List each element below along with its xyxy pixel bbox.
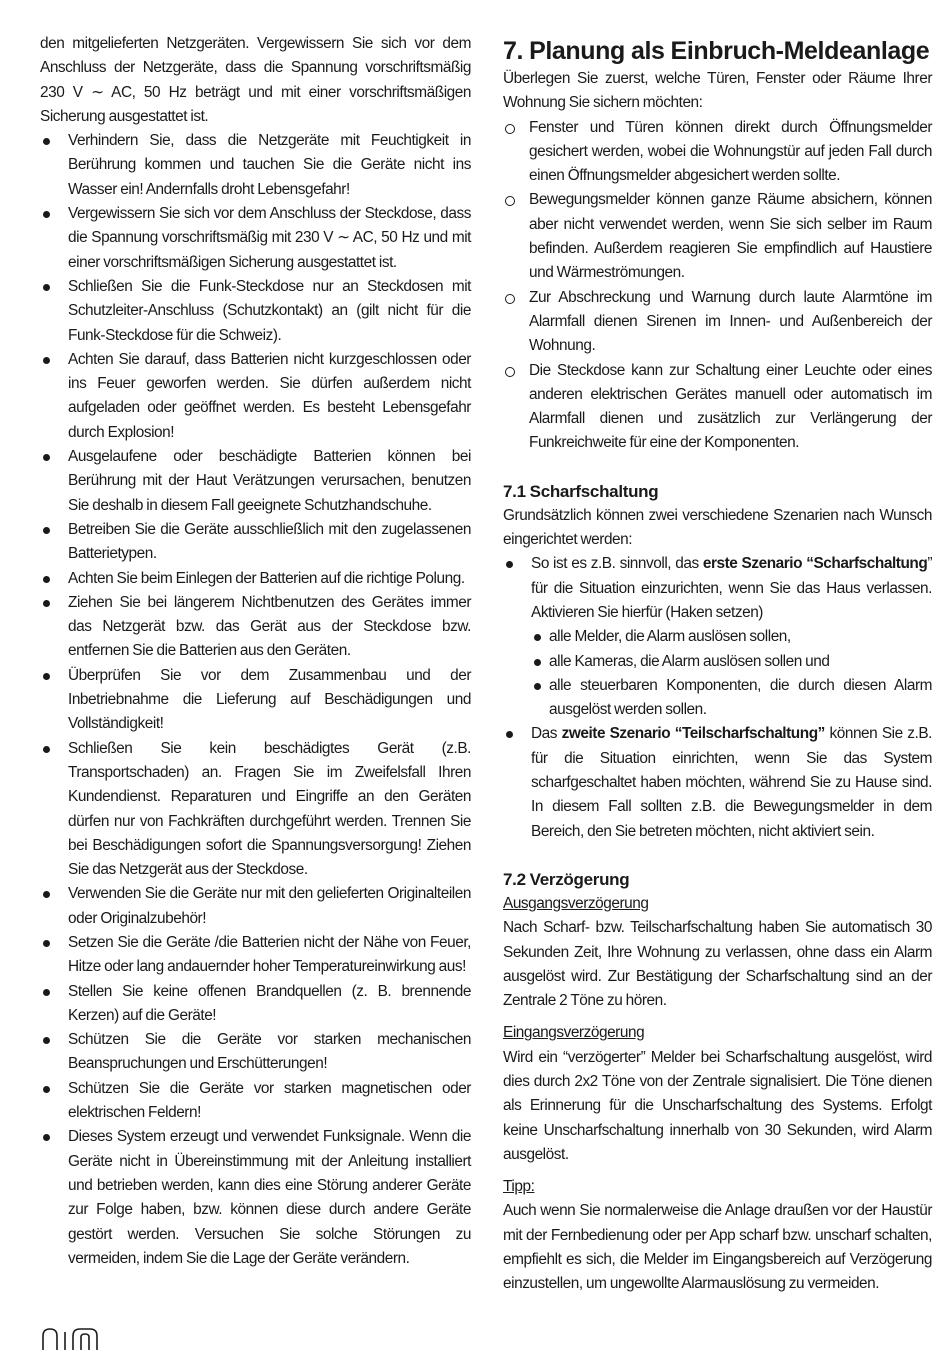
right-column bbox=[503, 32, 932, 1297]
sub-list-item: alle steuerbaren Komponenten, die durch diesen Alarm ausgelöst werden sollen. bbox=[531, 674, 932, 723]
list-item: Bewegungsmelder können ganze Räume absichern, können aber nicht verwendet werden, wenn Sie sich selber im Raum befinden. Außerdem reagieren Sie empfindlich auf Haustiere und Wärmeströmungen. bbox=[503, 188, 932, 285]
list-item: Ausgelaufene oder beschädigte Batterien können bei Berührung mit der Haut Verätzungen verursachen, benutzen Sie deshalb in diesem Fall geeignete Schutzhandschuhe. bbox=[40, 445, 471, 518]
list-item: Verwenden Sie die Geräte nur mit den gelieferten Originalteilen oder Originalzubehör! bbox=[40, 882, 471, 931]
list-item bbox=[503, 552, 932, 722]
list-item: Betreiben Sie die Geräte ausschließlich mit den zugelassenen Batterietypen. bbox=[40, 518, 471, 567]
tip-heading: Tipp: bbox=[503, 1178, 535, 1196]
sub-list bbox=[531, 625, 932, 722]
tip-text: Auch wenn Sie normalerweise die Anlage draußen vor der Haustür mit der Fernbedienung oder per App scharf bzw. unscharf schalten, empfiehlt es sich, die Melder im Eingangsbereich auf Verzögerung einzustellen, um ungewollte Alarmauslösung zu vermeiden. bbox=[503, 1202, 932, 1293]
list-item: Vergewissern Sie sich vor dem Anschluss der Steckdose, dass die Spannung vorschriftsmäßig mit 230 V ∼ AC, 50 Hz und mit einer vorschriftsmäßigen Sicherung ausgestattet ist. bbox=[40, 202, 471, 275]
entry-delay-text: Wird ein “verzögerter” Melder bei Scharfschaltung ausgelöst, wird dies durch 2x2 Töne von der Zentrale signalisiert. Die Töne dienen als Erinnerung für die Unscharfschaltung des Systems. Erfolgt keine Unscharfschaltung innerhalb von 30 Sekunden, wird Alarm ausgelöst. bbox=[503, 1048, 932, 1163]
chapter-title: 7. Planung als Einbruch-Meldeanlage bbox=[503, 37, 930, 65]
bold-text: erste Szenario “Scharfschaltung bbox=[702, 555, 928, 573]
entry-delay-heading: Eingangsverzögerung bbox=[503, 1024, 645, 1042]
text-span: So ist es z.B. sinnvoll, das bbox=[531, 555, 703, 573]
brand-logo-icon bbox=[40, 1326, 102, 1350]
list-item: Fenster und Türen können direkt durch Öffnungsmelder gesichert werden, wobei die Wohnungstür auf jeden Fall durch einen Öffnungsmelder abgesichert werden sollte. bbox=[503, 116, 932, 189]
list-item: Zur Abschreckung und Warnung durch laute Alarmtöne im Alarmfall dienen Sirenen im Innen- und Außenbereich der Wohnung. bbox=[503, 286, 932, 359]
list-item: Ziehen Sie bei längerem Nichtbenutzen des Gerätes immer das Netzgerät bzw. das Gerät aus der Steckdose bzw. entfernen Sie die Batterien aus den Geräten. bbox=[40, 591, 471, 664]
list-item: Schließen Sie kein beschädigtes Gerät (z.B. Transportschaden) an. Fragen Sie im Zweifelsfall Ihren Kundendienst. Reparaturen und Eingriffe an den Geräten dürfen nur von Fachkräften durchgeführt werden. Trennen Sie bei Beschädigungen sofort die Spannungsversorgung! Ziehen Sie das Netzgerät aus der Steckdose. bbox=[40, 737, 471, 883]
list-item: Schützen Sie die Geräte vor starken mechanischen Beanspruchungen und Erschütterungen! bbox=[40, 1028, 471, 1077]
list-item: Achten Sie beim Einlegen der Batterien auf die richtige Polung. bbox=[40, 567, 471, 591]
list-item: Die Steckdose kann zur Schaltung einer Leuchte oder eines anderen elektrischen Gerätes manuell oder automatisch im Alarmfall dienen und zusätzlich zur Verlängerung der Funkreichweite für eine der Komponenten. bbox=[503, 359, 932, 456]
text-span: können Sie z.B. für die Situation einrichten, wenn Sie das System scharfgeschaltet haben möchten, während Sie zu Hause sind. In diesem Fall sollten z.B. die Bewegungsmelder in dem Bereich, den Sie betreten möchten, nicht aktiviert sein. bbox=[531, 725, 932, 840]
section-7-1-intro: Grundsätzlich können zwei verschiedene Szenarien nach Wunsch eingerichtet werden: bbox=[503, 506, 932, 549]
list-item: Schließen Sie die Funk-Steckdose nur an Steckdosen mit Schutzleiter-Anschluss (Schutzkontakt) an (gilt nicht für die Funk-Steckdose für die Schweiz). bbox=[40, 275, 471, 348]
safety-list bbox=[40, 129, 471, 1271]
chapter-intro: Überlegen Sie zuerst, welche Türen, Fenster oder Räume Ihrer Wohnung Sie sichern möchten: bbox=[503, 70, 932, 112]
text-span: ” für die Situation einzurichten, wenn Sie das Haus verlassen. Aktivieren Sie hierfür (Haken setzen) bbox=[531, 555, 932, 621]
list-item: Schützen Sie die Geräte vor starken magnetischen oder elektrischen Feldern! bbox=[40, 1077, 471, 1126]
list-item: Überprüfen Sie vor dem Zusammenbau und der Inbetriebnahme die Lieferung auf Beschädigungen und Vollständigkeit! bbox=[40, 664, 471, 737]
list-item: Verhindern Sie, dass die Netzgeräte mit Feuchtigkeit in Berührung kommen und tauchen Sie die Geräte nicht ins Wasser ein! Andernfalls droht Lebensgefahr! bbox=[40, 129, 471, 202]
left-column bbox=[40, 32, 471, 1271]
scenario-list bbox=[503, 552, 932, 844]
planning-list bbox=[503, 116, 932, 456]
list-item: Achten Sie darauf, dass Batterien nicht kurzgeschlossen oder ins Feuer geworfen werden. Sie dürfen außerdem nicht aufgeladen oder geöffnet werden. Es besteht Lebensgefahr durch Explosion! bbox=[40, 348, 471, 445]
sub-list-item: alle Kameras, die Alarm auslösen sollen und bbox=[531, 650, 932, 674]
list-item: Dieses System erzeugt und verwendet Funksignale. Wenn die Geräte nicht in Übereinstimmung mit der Anleitung installiert und betrieben werden, kann dies eine Störung anderer Geräte zur Folge haben, bzw. können diese durch andere Geräte gestört werden. Versuchen Sie solche Störungen zu vermeiden, indem Sie die Lage der Geräte verändern. bbox=[40, 1125, 471, 1271]
text-span: Das bbox=[531, 725, 562, 743]
sub-list-item: alle Melder, die Alarm auslösen sollen, bbox=[531, 625, 932, 649]
list-item bbox=[503, 722, 932, 843]
list-item: Setzen Sie die Geräte /die Batterien nicht der Nähe von Feuer, Hitze oder lang andauernder hoher Temperatureinwirkung aus! bbox=[40, 931, 471, 980]
bold-text: zweite Szenario “Teilscharfschaltung” bbox=[561, 725, 825, 743]
section-title-7-2: 7.2 Verzögerung bbox=[503, 869, 630, 889]
exit-delay-text: Nach Scharf- bzw. Teilscharfschaltung haben Sie automatisch 30 Sekunden Zeit, Ihre Wohnung zu verlassen, ohne dass ein Alarm ausgelöst wird. Zur Bestätigung der Scharfschaltung sind an der Zentrale 2 Töne zu hören. bbox=[503, 919, 932, 1010]
list-item: Stellen Sie keine offenen Brandquellen (z. B. brennende Kerzen) auf die Geräte! bbox=[40, 980, 471, 1029]
section-title-7-1: 7.1 Scharfschaltung bbox=[503, 481, 659, 501]
intro-paragraph: den mitgelieferten Netzgeräten. Vergewissern Sie sich vor dem Anschluss der Netzgeräte, dass die Spannung vorschriftsmäßig 230 V ∼ AC, 50 Hz beträgt und mit einer vorschriftsmäßigen Sicherung ausgestattet ist. bbox=[40, 35, 471, 125]
exit-delay-heading: Ausgangsverzögerung bbox=[503, 894, 649, 912]
